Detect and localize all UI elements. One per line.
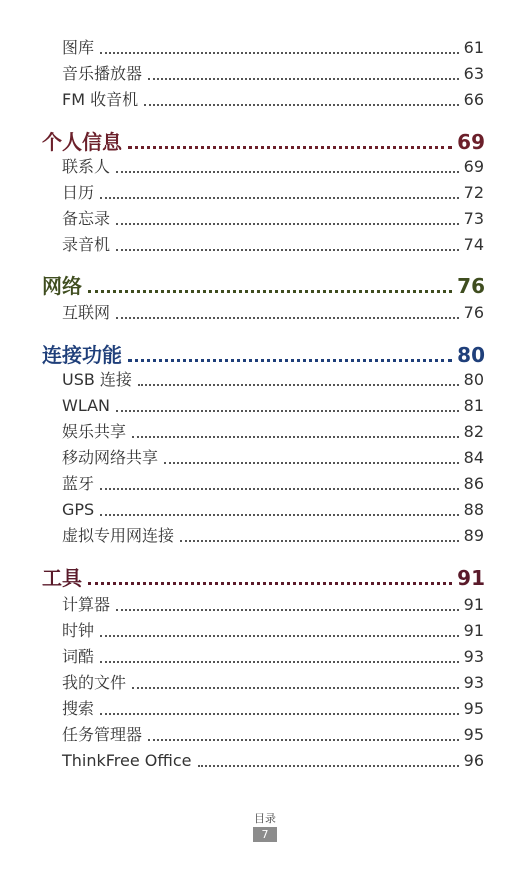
- toc-entry-title: 移动网络共享: [62, 448, 159, 467]
- toc-page-number: 73: [463, 209, 484, 228]
- toc-page-number: 96: [463, 751, 484, 770]
- toc-page-number: 69: [463, 157, 484, 176]
- dot-leader: [88, 582, 452, 585]
- dot-leader: [100, 713, 459, 715]
- toc-entry-title: 计算器: [62, 595, 111, 614]
- toc-entry-title: 联系人: [62, 157, 111, 176]
- toc-entry-title: GPS: [62, 500, 95, 519]
- dot-leader: [132, 436, 459, 438]
- toc-entry-title: 图库: [62, 38, 95, 57]
- toc-entry-title: 虚拟专用网连接: [62, 526, 175, 545]
- toc-entry-title: USB 连接: [62, 370, 132, 389]
- dot-leader: [180, 540, 459, 542]
- toc-page-number: 63: [463, 64, 484, 83]
- toc-entry[interactable]: [62, 524, 484, 546]
- toc-entry[interactable]: [62, 697, 484, 719]
- dot-leader: [116, 317, 459, 319]
- toc-entry[interactable]: [62, 62, 484, 84]
- dot-leader: [100, 514, 458, 516]
- toc-page-number: 91: [463, 595, 484, 614]
- toc-entry-title: 娱乐共享: [62, 422, 127, 441]
- toc-page-number: 84: [463, 448, 484, 467]
- toc-entry[interactable]: [62, 36, 484, 58]
- dot-leader: [88, 290, 452, 293]
- toc-entry[interactable]: [62, 181, 484, 203]
- dot-leader: [128, 359, 452, 362]
- dot-leader: [164, 462, 459, 464]
- toc-entry[interactable]: [62, 88, 484, 110]
- toc-entry[interactable]: [62, 446, 484, 468]
- toc-entry[interactable]: [62, 368, 484, 390]
- toc-entry-title: 互联网: [62, 303, 111, 322]
- toc-entry[interactable]: [62, 155, 484, 177]
- toc-section-entry[interactable]: [42, 126, 485, 154]
- dot-leader: [138, 384, 459, 386]
- toc-page-number: 72: [463, 183, 484, 202]
- toc-entry[interactable]: [62, 619, 484, 641]
- toc-page-number: 91: [457, 566, 485, 590]
- toc-section-entry[interactable]: [42, 562, 485, 590]
- toc-page-number: 91: [463, 621, 484, 640]
- dot-leader: [198, 765, 459, 767]
- footer-section-label: 目录: [254, 812, 276, 825]
- toc-entry[interactable]: [62, 301, 484, 323]
- toc-entry-title: 我的文件: [62, 673, 127, 692]
- toc-section-title: 网络: [42, 274, 82, 298]
- toc-page-number: 76: [457, 274, 485, 298]
- footer-page-number: 7: [253, 827, 277, 842]
- toc-entry-title: FM 收音机: [62, 90, 139, 109]
- toc-page-number: 80: [463, 370, 484, 389]
- toc-page-number: 76: [463, 303, 484, 322]
- toc-page-number: 86: [463, 474, 484, 493]
- toc-entry[interactable]: [62, 671, 484, 693]
- dot-leader: [148, 739, 459, 741]
- dot-leader: [144, 104, 459, 106]
- toc-section-title: 个人信息: [42, 130, 122, 154]
- dot-leader: [116, 223, 459, 225]
- toc-page-number: 95: [463, 725, 484, 744]
- dot-leader: [116, 171, 459, 173]
- toc-page-number: 69: [457, 130, 485, 154]
- dot-leader: [132, 687, 459, 689]
- dot-leader: [100, 488, 459, 490]
- toc-entry[interactable]: [62, 498, 484, 520]
- dot-leader: [116, 410, 459, 412]
- dot-leader: [100, 52, 459, 54]
- toc-section-title: 连接功能: [42, 343, 122, 367]
- toc-entry[interactable]: [62, 472, 484, 494]
- toc-page-number: 88: [463, 500, 484, 519]
- toc-entry-title: 时钟: [62, 621, 95, 640]
- toc-entry[interactable]: [62, 593, 484, 615]
- toc-page-number: 66: [463, 90, 484, 109]
- toc-section-entry[interactable]: [42, 339, 485, 367]
- toc-entry[interactable]: [62, 645, 484, 667]
- toc-entry-title: 音乐播放器: [62, 64, 143, 83]
- toc-entry-title: 任务管理器: [62, 725, 143, 744]
- toc-page-number: 93: [463, 647, 484, 666]
- toc-entry-title: WLAN: [62, 396, 111, 415]
- toc-entry-title: 词酷: [62, 647, 95, 666]
- toc-entry-title: 录音机: [62, 235, 111, 254]
- dot-leader: [116, 609, 459, 611]
- toc-page-number: 80: [457, 343, 485, 367]
- toc-entry[interactable]: [62, 749, 484, 771]
- toc-entry-title: 蓝牙: [62, 474, 95, 493]
- toc-section-entry[interactable]: [42, 270, 485, 298]
- toc-entry-title: ThinkFree Office: [62, 751, 192, 770]
- toc-page-number: 82: [463, 422, 484, 441]
- toc-page-number: 61: [463, 38, 484, 57]
- dot-leader: [148, 78, 459, 80]
- dot-leader: [100, 197, 459, 199]
- toc-entry-title: 搜索: [62, 699, 95, 718]
- dot-leader: [128, 146, 452, 149]
- toc-entry[interactable]: [62, 420, 484, 442]
- toc-entry[interactable]: [62, 723, 484, 745]
- toc-entry[interactable]: [62, 394, 484, 416]
- toc-page-number: 93: [463, 673, 484, 692]
- toc-entry-title: 日历: [62, 183, 95, 202]
- toc-entry[interactable]: [62, 207, 484, 229]
- toc-page-number: 74: [463, 235, 484, 254]
- toc-section-title: 工具: [42, 566, 82, 590]
- toc-entry[interactable]: [62, 233, 484, 255]
- toc-page-number: 89: [463, 526, 484, 545]
- toc-entry-title: 备忘录: [62, 209, 111, 228]
- dot-leader: [100, 635, 459, 637]
- dot-leader: [100, 661, 459, 663]
- dot-leader: [116, 249, 459, 251]
- toc-page-number: 81: [463, 396, 484, 415]
- toc-page-number: 95: [463, 699, 484, 718]
